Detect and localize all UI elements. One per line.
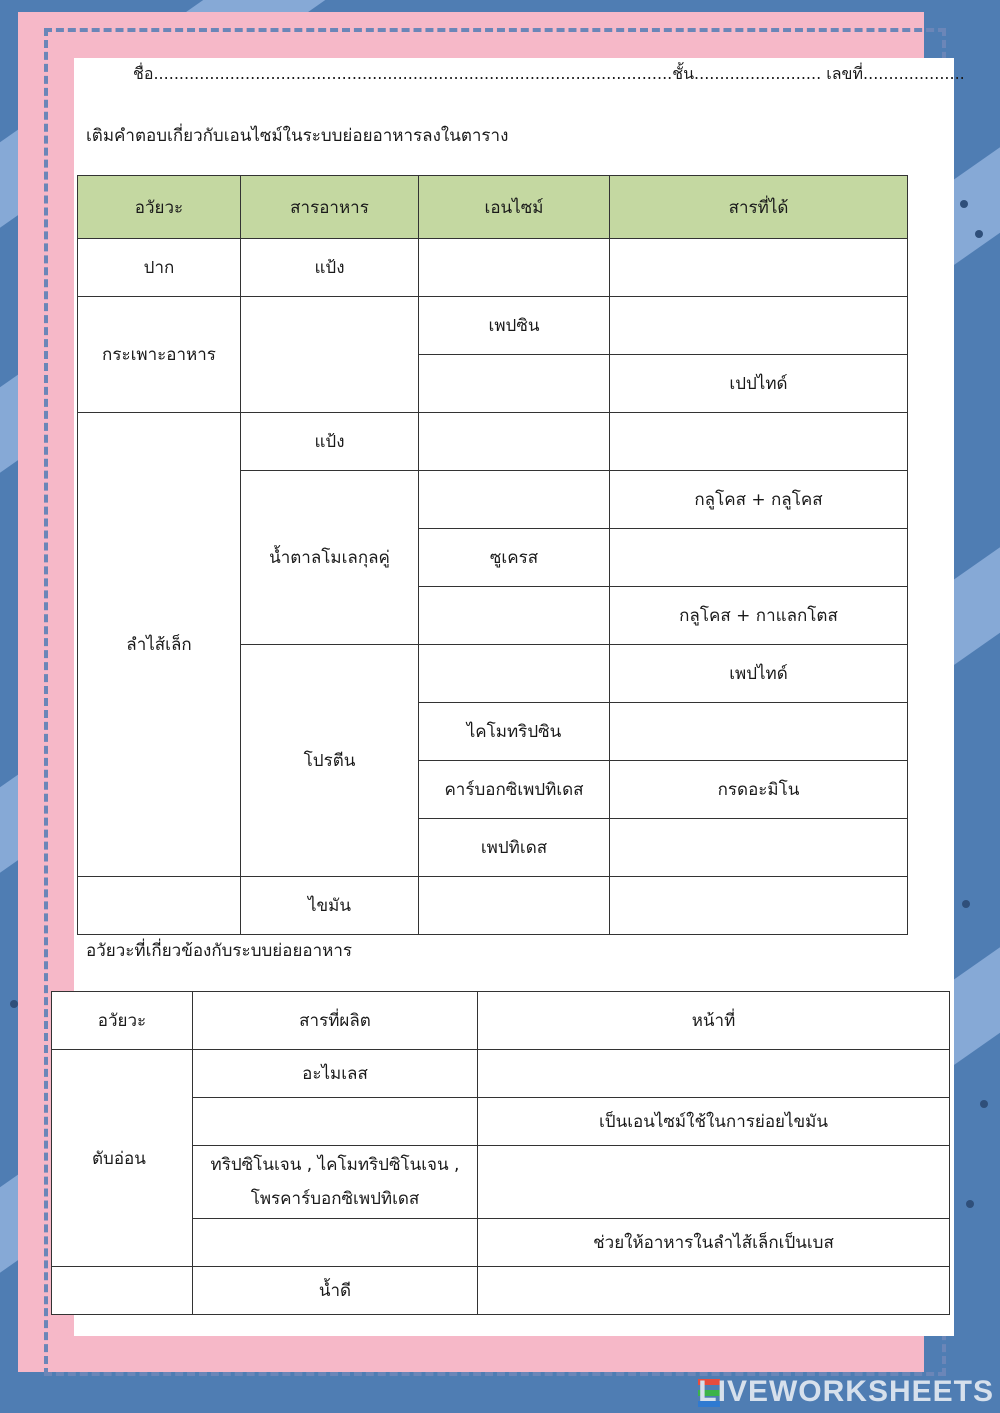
answer-blank[interactable] [610,703,908,761]
nutrient-cell: ไขมัน [241,877,419,935]
organ-cell: ตับอ่อน [52,1050,193,1267]
table-row [78,239,908,297]
nutrient-cell: น้ำตาลโมเลกุลคู่ [241,471,419,645]
answer-blank[interactable] [419,413,610,471]
table-row [78,297,908,355]
enzyme-cell: เพปซิน [419,297,610,355]
organ-cell: ปาก [78,239,241,297]
col-header-nutrient: สารอาหาร [241,176,419,239]
substance-line: โพรคาร์บอกซิเพปทิเดส [250,1189,420,1209]
col-header-organ: อวัยวะ [78,176,241,239]
answer-blank[interactable] [241,297,419,413]
substance-cell: น้ำดี [193,1267,478,1315]
answer-blank[interactable] [419,645,610,703]
enzyme-table [77,175,908,935]
organ-cell: ลำไส้เล็ก [78,413,241,877]
col-header-product: สารที่ได้ [610,176,908,239]
answer-blank[interactable] [52,1267,193,1315]
product-cell: กลูโคส + กลูโคส [610,471,908,529]
substance-cell: อะไมเลส [193,1050,478,1098]
col-header-enzyme: เอนไซม์ [419,176,610,239]
function-cell: เป็นเอนไซม์ใช้ในการย่อยไขมัน [478,1098,950,1146]
answer-blank[interactable] [478,1267,950,1315]
col-header-substance: สารที่ผลิต [193,992,478,1050]
section-title: อวัยวะที่เกี่ยวข้องกับระบบย่อยอาหาร [86,941,353,961]
answer-blank[interactable] [419,471,610,529]
enzyme-cell: ซูเครส [419,529,610,587]
nutrient-cell: แป้ง [241,239,419,297]
answer-blank[interactable] [419,587,610,645]
table-row [52,1267,950,1315]
table-row [52,1050,950,1098]
col-header-organ: อวัยวะ [52,992,193,1050]
table-header-row [52,992,950,1050]
organ-cell: กระเพาะอาหาร [78,297,241,413]
substance-line: ทริปซิโนเจน , ไคโมทริปซิโนเจน , [210,1155,460,1175]
organ-table [51,991,950,1315]
product-cell: เพปไทด์ [610,645,908,703]
answer-blank[interactable] [193,1098,478,1146]
student-info-line: ชื่อ......................................................................................................ชั้น......................... เลขที่.................... [133,64,965,83]
table-row [78,413,908,471]
enzyme-cell: คาร์บอกซิเพปทิเดส [419,761,610,819]
answer-blank[interactable] [478,1146,950,1219]
instruction-text: เติมคำตอบเกี่ยวกับเอนไซม์ในระบบย่อยอาหารลงในตาราง [86,126,509,146]
answer-blank[interactable] [610,819,908,877]
function-cell: ช่วยให้อาหารในลำไส้เล็กเป็นเบส [478,1219,950,1267]
col-header-function: หน้าที่ [478,992,950,1050]
answer-blank[interactable] [610,297,908,355]
product-cell: กรดอะมิโน [610,761,908,819]
product-cell: กลูโคส + กาแลกโตส [610,587,908,645]
enzyme-cell: ไคโมทริปซิน [419,703,610,761]
answer-blank[interactable] [610,877,908,935]
product-cell: เปปไทด์ [610,355,908,413]
table-row [78,877,908,935]
nutrient-cell: แป้ง [241,413,419,471]
answer-blank[interactable] [78,877,241,935]
nutrient-cell: โปรตีน [241,645,419,877]
enzyme-cell: เพปทิเดส [419,819,610,877]
answer-blank[interactable] [193,1219,478,1267]
substance-cell [193,1146,478,1219]
answer-blank[interactable] [419,877,610,935]
answer-blank[interactable] [610,239,908,297]
answer-blank[interactable] [478,1050,950,1098]
table-header-row [78,176,908,239]
watermark: LIVEWORKSHEETS [698,1375,994,1408]
answer-blank[interactable] [419,355,610,413]
answer-blank[interactable] [610,529,908,587]
answer-blank[interactable] [419,239,610,297]
answer-blank[interactable] [610,413,908,471]
